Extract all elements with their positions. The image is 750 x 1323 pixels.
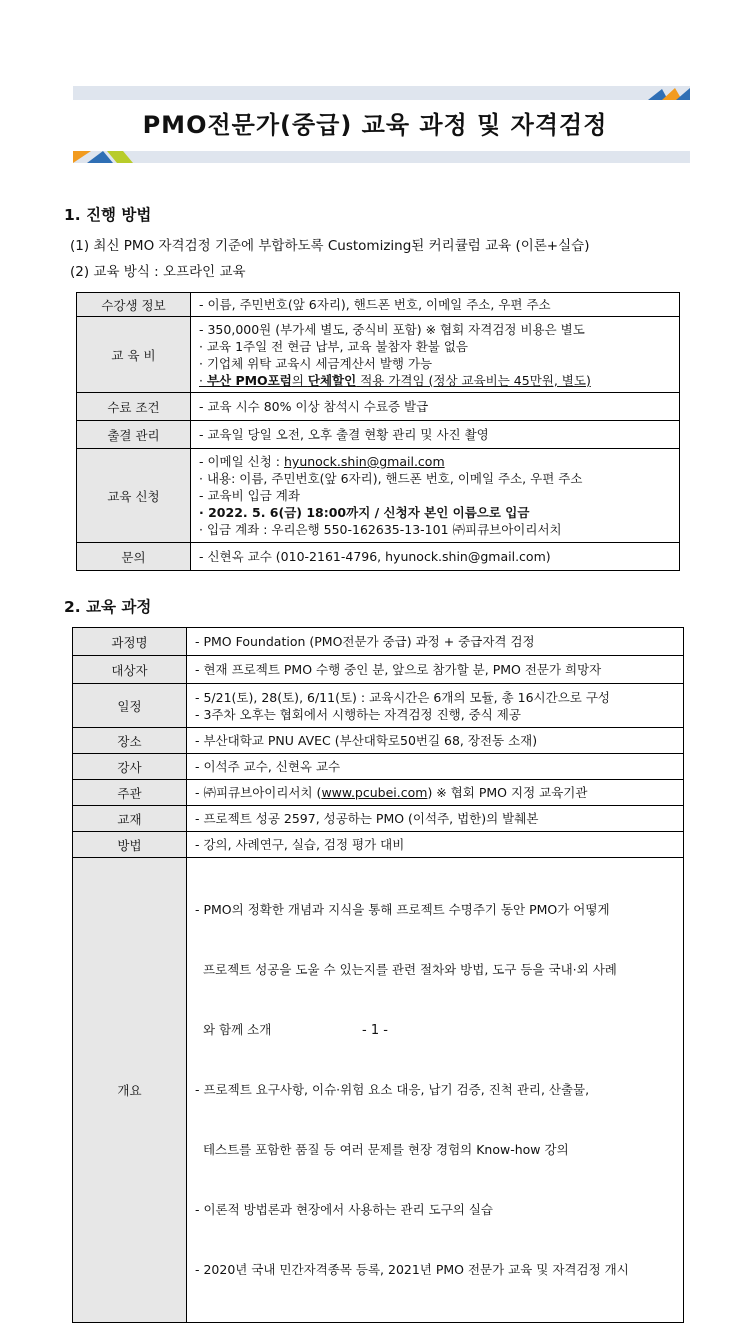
- table-row: [77, 449, 680, 543]
- row-line: - 350,000원 (부가세 별도, 중식비 포함) ※ 협회 자격검정 비용은 별도: [199, 321, 585, 337]
- table-row: [73, 858, 684, 1323]
- page-number: - 1 -: [362, 1023, 388, 1038]
- page-title: PMO전문가(중급) 교육 과정 및 자격검정: [142, 111, 608, 139]
- table-row: [73, 628, 684, 656]
- row-line: 와 함께 소개: [195, 1022, 272, 1037]
- row-label: 개요: [73, 858, 187, 1323]
- email-link[interactable]: hyunock.shin@gmail.com: [284, 454, 445, 469]
- header-decoration-right: [648, 86, 690, 100]
- row-line-discount: · 부산 PMO포럼의 단체할인 적용 가격임 (정상 교육비는 45만원, 별도): [199, 372, 591, 388]
- row-line: · 교육 1주일 전 현금 납부, 교육 불참자 환불 없음: [199, 338, 469, 354]
- row-line: - 이론적 방법론과 현장에서 사용하는 관리 도구의 실습: [195, 1202, 493, 1217]
- table-row: [77, 421, 680, 449]
- row-line: - 프로젝트 요구사항, 이슈·위험 요소 대응, 납기 검증, 진척 관리, 산출물,: [195, 1082, 590, 1097]
- row-label: 교재: [73, 806, 187, 832]
- row-label: 교육 신청: [77, 449, 191, 543]
- row-line: - PMO의 정확한 개념과 지식을 통해 프로젝트 수명주기 동안 PMO가 어떻게: [195, 902, 610, 917]
- row-line: - 강의, 사례연구, 실습, 검정 평가 대비: [195, 837, 405, 852]
- section2-heading: 2. 교육 과정: [64, 598, 152, 616]
- row-line: · 기업체 위탁 교육시 세금계산서 발행 가능: [199, 355, 433, 371]
- section1-paragraph-1: (1) 최신 PMO 자격검정 기준에 부합하도록 Customizing된 커리큘럼 교육 (이론+실습): [70, 238, 590, 254]
- row-line: - 3주차 오후는 협회에서 시행하는 자격검정 진행, 중식 제공: [195, 706, 521, 722]
- row-label: 장소: [73, 728, 187, 754]
- table-row: [77, 293, 680, 317]
- table-row: [77, 543, 680, 571]
- row-label: 출결 관리: [77, 421, 191, 449]
- row-line: - 교육비 입금 계좌: [199, 488, 300, 503]
- row-line: - 이석주 교수, 신현옥 교수: [195, 759, 341, 774]
- header-decoration-left: [73, 151, 133, 163]
- table-row: [73, 832, 684, 858]
- website-link[interactable]: www.pcubei.com: [321, 785, 428, 800]
- row-label: 방법: [73, 832, 187, 858]
- section1-heading: 1. 진행 방법: [64, 206, 152, 224]
- table-row: [73, 780, 684, 806]
- row-line: - 신현옥 교수 (010-2161-4796, hyunock.shin@gmail.com): [199, 549, 551, 564]
- row-label: 문의: [77, 543, 191, 571]
- table-row: [73, 754, 684, 780]
- course-table: [72, 627, 684, 1323]
- row-line: - 5/21(토), 28(토), 6/11(토) : 교육시간은 6개의 모듈, 총 16시간으로 구성: [195, 689, 610, 705]
- row-label: 수료 조건: [77, 393, 191, 421]
- row-label: 일정: [73, 684, 187, 728]
- table-row: [73, 806, 684, 832]
- row-line: - PMO Foundation (PMO전문가 중급) 과정 + 중급자격 검정: [195, 634, 535, 649]
- row-line-email: - 이메일 신청 : hyunock.shin@gmail.com: [199, 454, 445, 469]
- row-line: 프로젝트 성공을 도울 수 있는지를 관련 절차와 방법, 도구 등을 국내·외 사례: [195, 962, 617, 977]
- row-line: - 2020년 국내 민간자격종목 등록, 2021년 PMO 전문가 교육 및 자격검정 개시: [195, 1262, 629, 1277]
- table-row: [77, 393, 680, 421]
- row-line-host: - ㈜피큐브아이리서치 (www.pcubei.com) ※ 협회 PMO 지정 교육기관: [195, 785, 588, 800]
- row-line: - 이름, 주민번호(앞 6자리), 핸드폰 번호, 이메일 주소, 우편 주소: [199, 297, 551, 312]
- header-band-top: [73, 86, 690, 100]
- table-row: [73, 728, 684, 754]
- table-row: [73, 656, 684, 684]
- method-table: [76, 292, 680, 571]
- row-line-deadline: · 2022. 5. 6(금) 18:00까지 / 신청자 본인 이름으로 입금: [199, 505, 530, 520]
- row-label: 교 육 비: [77, 317, 191, 393]
- header-band-bottom: [73, 151, 690, 163]
- row-line: - 부산대학교 PNU AVEC (부산대학로50번길 68, 장전동 소재): [195, 733, 538, 748]
- row-label: 강사: [73, 754, 187, 780]
- row-label: 수강생 정보: [77, 293, 191, 317]
- row-label: 과정명: [73, 628, 187, 656]
- section1-paragraph-2: (2) 교육 방식 : 오프라인 교육: [70, 264, 246, 280]
- row-line-account: · 입금 계좌 : 우리은행 550-162635-13-101 ㈜피큐브아이리서치: [199, 522, 562, 537]
- row-line: · 내용: 이름, 주민번호(앞 6자리), 핸드폰 번호, 이메일 주소, 우편 주소: [199, 471, 583, 486]
- row-line: - 교육 시수 80% 이상 참석시 수료증 발급: [199, 399, 429, 414]
- row-line: - 교육일 당일 오전, 오후 출결 현황 관리 및 사진 촬영: [199, 427, 489, 442]
- row-line: - 현재 프로젝트 PMO 수행 중인 분, 앞으로 참가할 분, PMO 전문가 희망자: [195, 662, 602, 677]
- row-line: 테스트를 포함한 품질 등 여러 문제를 현장 경험의 Know-how 강의: [195, 1142, 569, 1157]
- table-row: [77, 317, 680, 393]
- table-row: [73, 684, 684, 728]
- row-label: 주관: [73, 780, 187, 806]
- row-label: 대상자: [73, 656, 187, 684]
- row-line: - 프로젝트 성공 2597, 성공하는 PMO (이석주, 법한)의 발췌본: [195, 811, 539, 826]
